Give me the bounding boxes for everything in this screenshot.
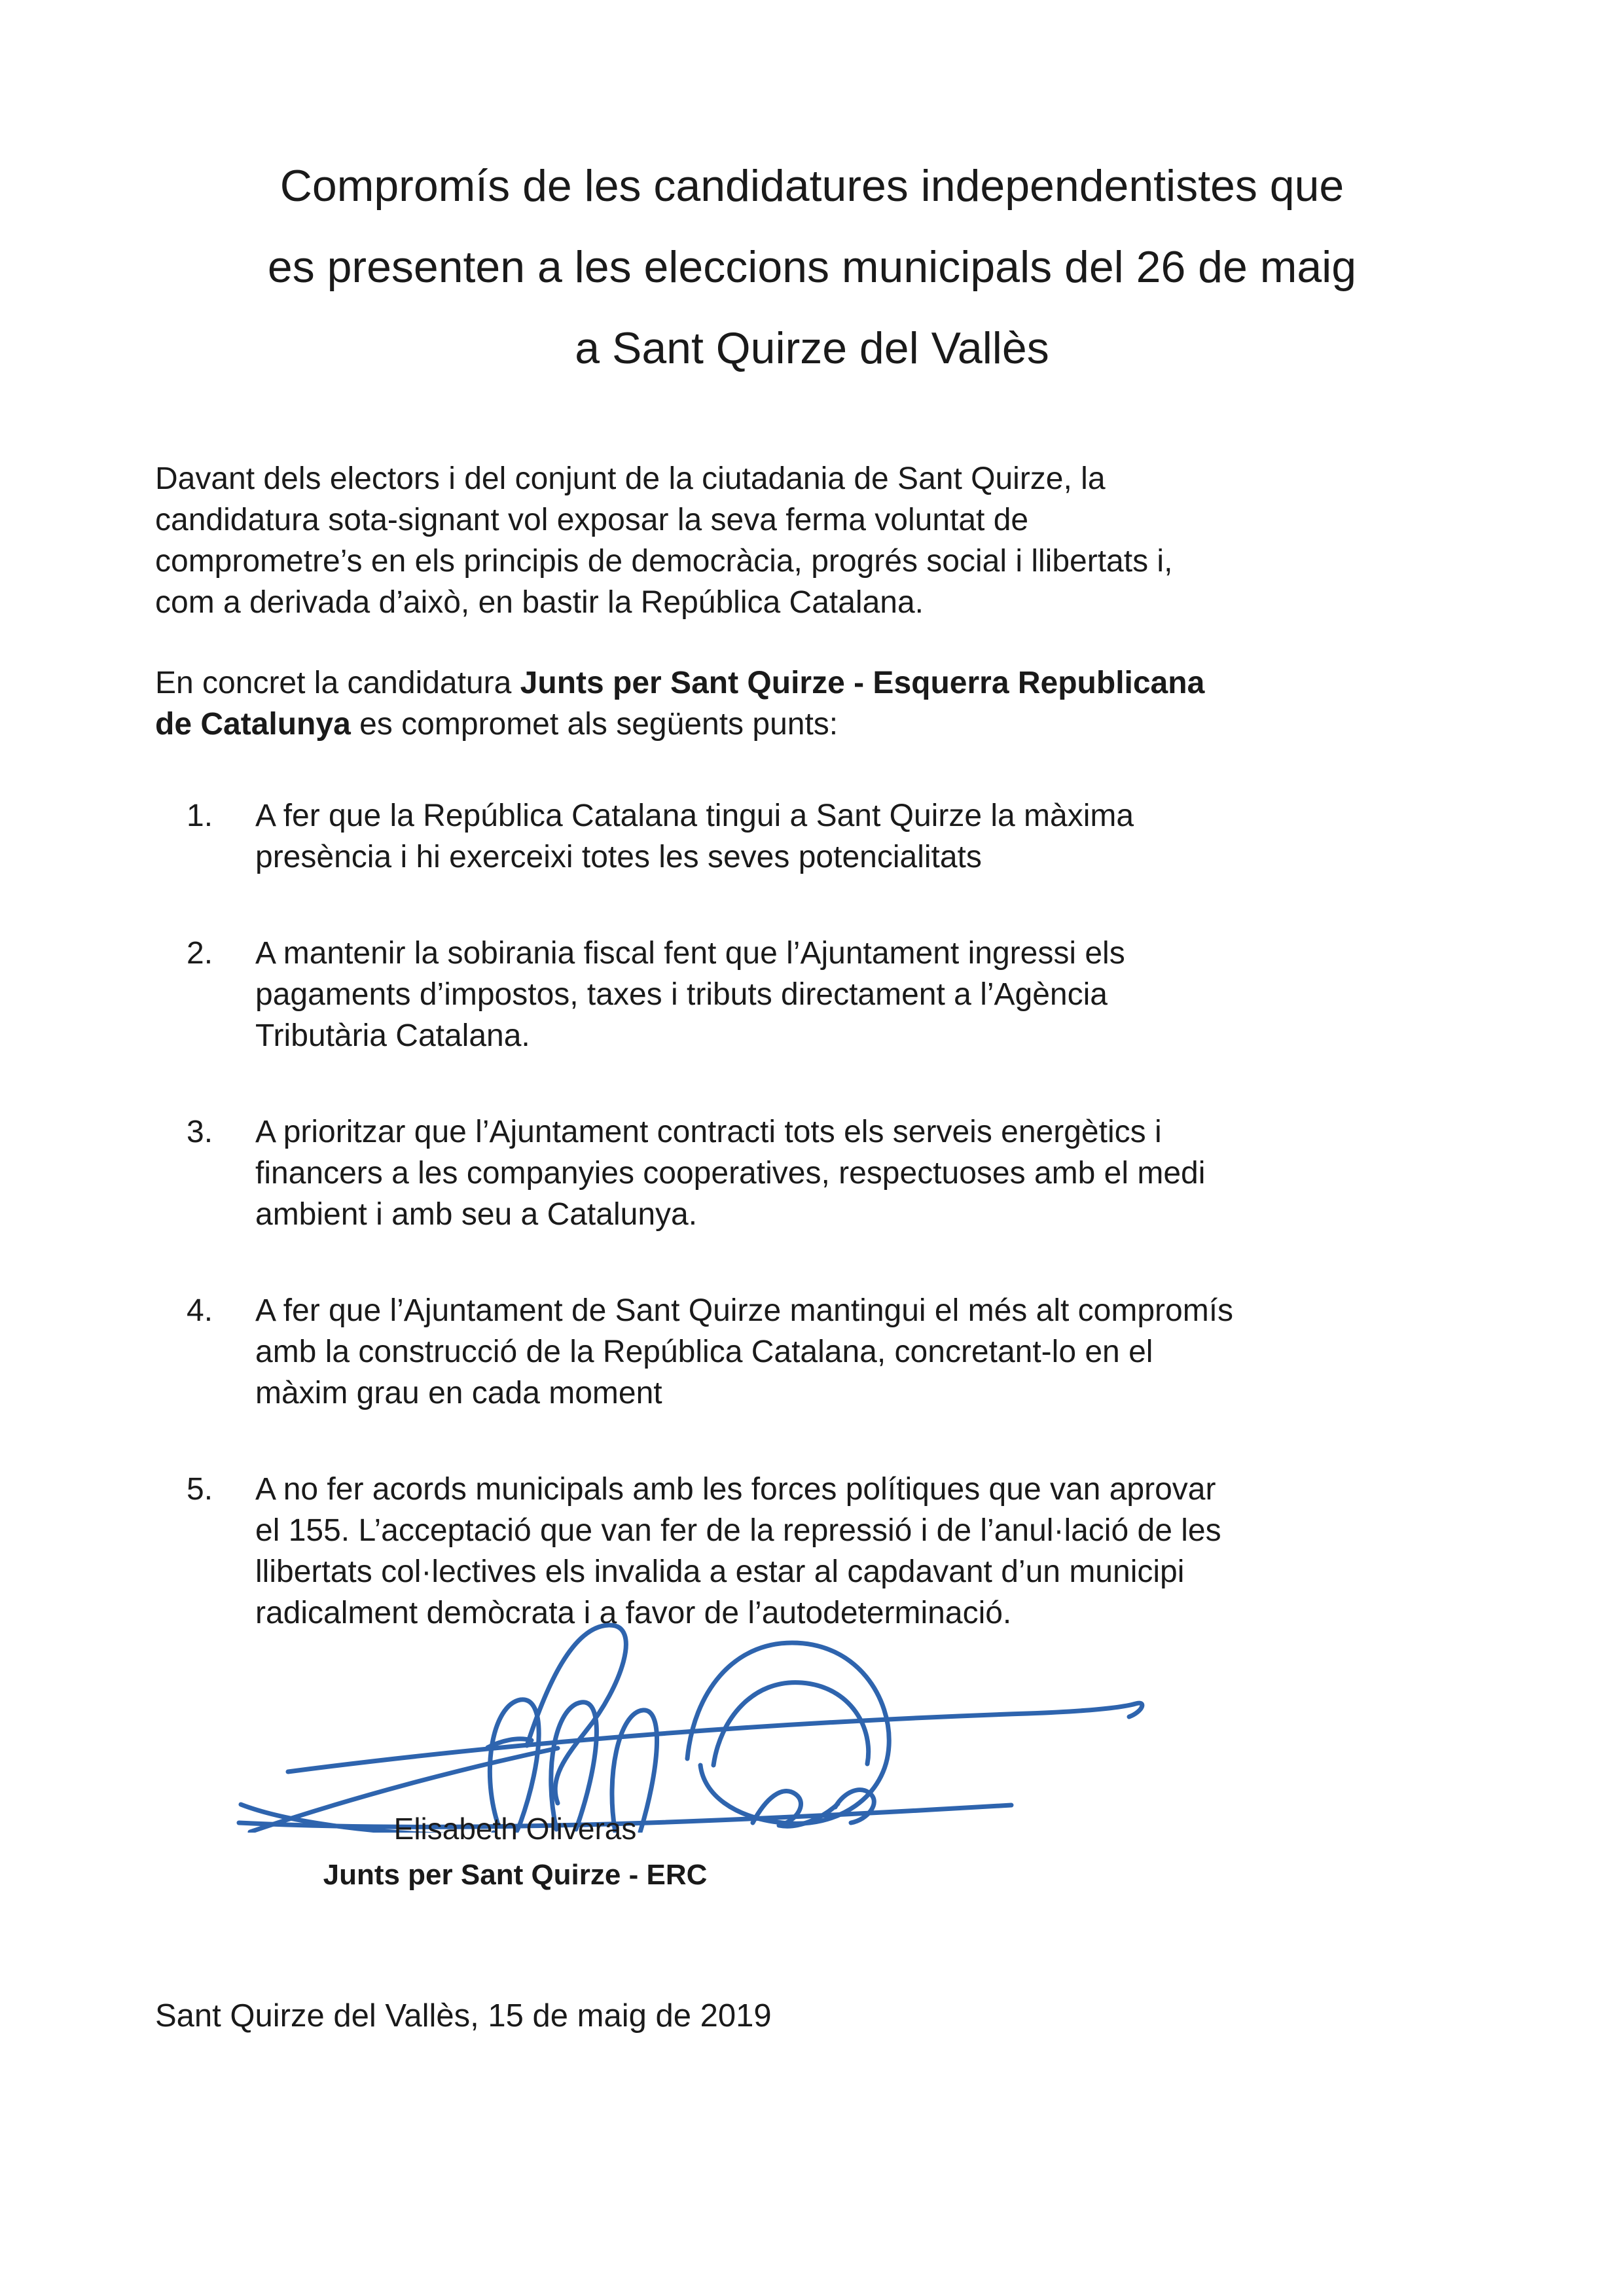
list-item-text: A mantenir la sobirania fiscal fent que l’Ajuntament ingressi els pagaments d’impostos, taxes i tributs directament a l’Agència Tributària Catalana.	[255, 936, 1125, 1053]
list-item	[155, 1111, 1464, 1235]
list-item	[155, 795, 1464, 878]
signature-stroke	[687, 1643, 889, 1823]
candidature-paragraph: En concret la candidatura Junts per Sant Quirze - Esquerra Republicana de Catalunya es compromet als següents punts:	[155, 666, 1205, 742]
signatory-party: Junts per Sant Quirze - ERC	[323, 1859, 708, 1891]
signatory-name: Elisabeth Oliveras	[393, 1812, 637, 1846]
list-item-text: A fer que la República Catalana tingui a Sant Quirze la màxima presència i hi exerceixi totes les seves potencialitats	[255, 798, 1134, 874]
commitments-list	[155, 795, 1464, 1689]
list-item	[155, 1290, 1464, 1414]
list-item-text: A prioritzar que l’Ajuntament contracti tots els serveis energètics i financers a les companyies cooperatives, respectuoses amb el medi ambient i amb seu a Catalunya.	[255, 1115, 1206, 1232]
list-item-number: 1.	[187, 798, 213, 833]
list-item	[155, 933, 1464, 1056]
handwritten-signature	[190, 1607, 1178, 1833]
place-date-line: Sant Quirze del Vallès, 15 de maig de 2019	[155, 1998, 772, 2034]
list-item-number: 3.	[187, 1115, 213, 1149]
list-item-number: 5.	[187, 1472, 213, 1507]
intro-paragraph: Davant dels electors i del conjunt de la ciutadania de Sant Quirze, la candidatura sota-signant vol exposar la seva ferma voluntat de comprometre’s en els principis de democràcia, progrés social i llibertats i, com a derivada d’això, en bastir la República Catalana.	[155, 461, 1173, 620]
list-item-text: A fer que l’Ajuntament de Sant Quirze mantingui el més alt compromís amb la construcció de la República Catalana, concretant-lo en el màxim grau en cada moment	[255, 1293, 1234, 1410]
list-item-number: 2.	[187, 936, 213, 971]
document-title: Compromís de les candidatures independentistes que es presenten a les eleccions municipals del 26 de maig a Sant Quirze del Vallès	[267, 161, 1357, 373]
list-item-text: A no fer acords municipals amb les forces polítiques que van aprovar el 155. L’acceptació que van fer de la repressió i de l’anul·lació de les llibertats col·lectives els invalida a estar al capdavant d’un municipi radicalment demòcrata i a favor de l’autodeterminació.	[255, 1472, 1221, 1630]
list-item-number: 4.	[187, 1293, 213, 1328]
